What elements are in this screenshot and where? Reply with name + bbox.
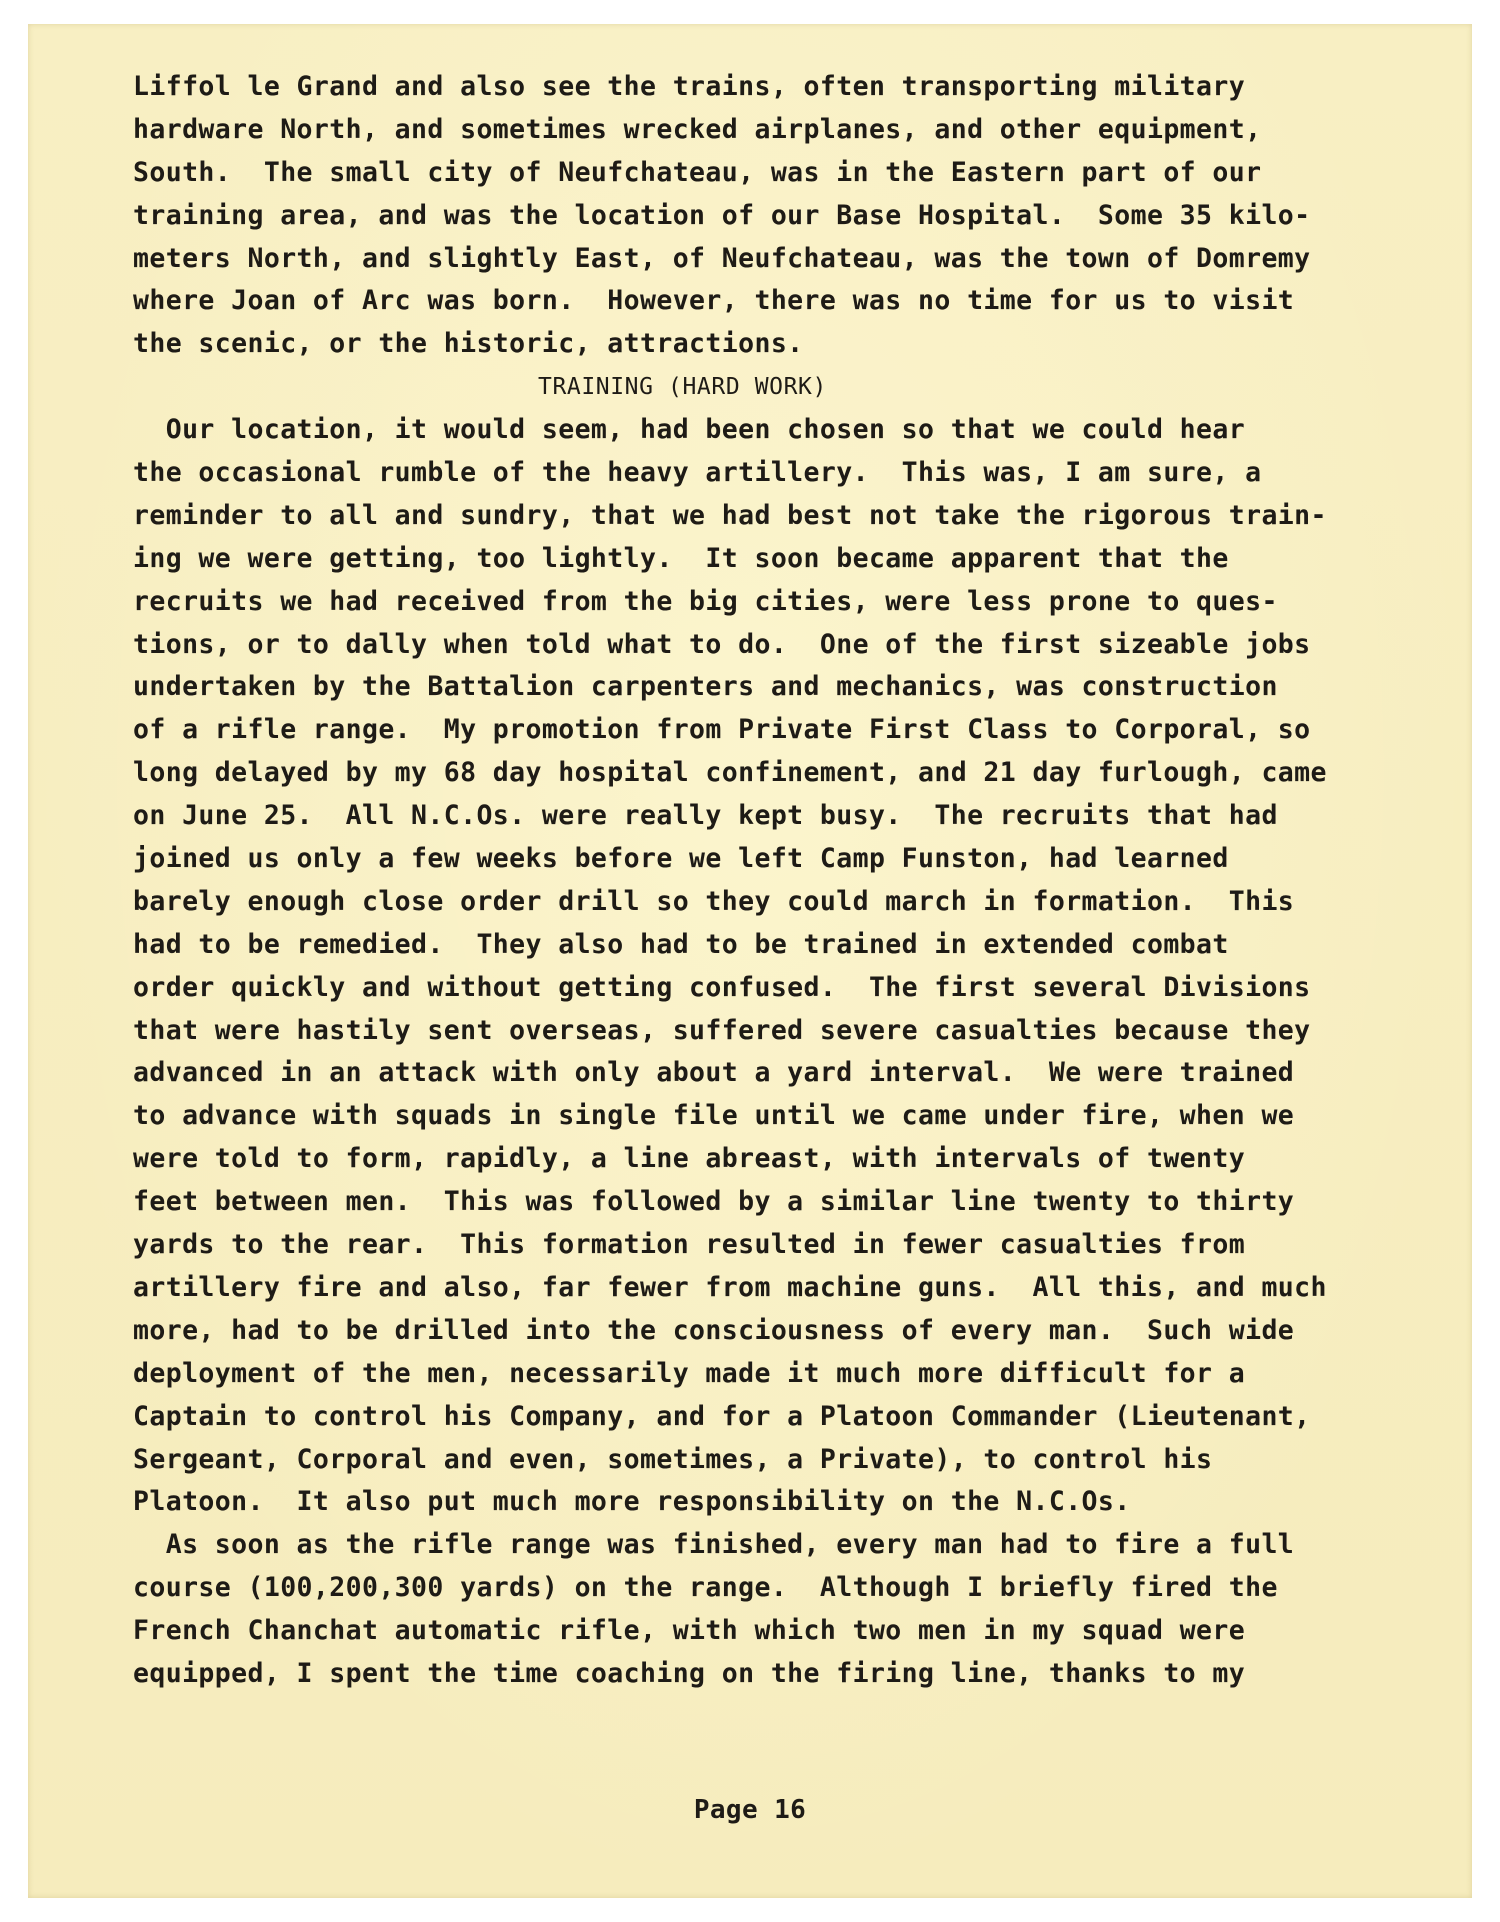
text-line: Our location, it would seem, had been chosen so that we could hear — [133, 414, 1246, 446]
text-line: ing we were getting, too lightly. It soon became apparent that the — [133, 542, 1229, 574]
text-line: hardware North, and sometimes wrecked airplanes, and other equipment, — [133, 113, 1262, 145]
text-line: more, had to be drilled into the consciousness of every man. Such wide — [133, 1314, 1295, 1346]
text-line: tions, or to dally when told what to do. One of the first sizeable jobs — [133, 628, 1311, 660]
text-line: had to be remedied. They also had to be trained in extended combat — [133, 928, 1229, 960]
text-line: meters North, and slightly East, of Neufchateau, was the town of Domremy — [133, 242, 1311, 274]
text-line: were told to form, rapidly, a line abreast, with intervals of twenty — [133, 1143, 1246, 1175]
text-line: recruits we had received from the big cities, were less prone to ques- — [133, 585, 1278, 617]
text-line: course (100,200,300 yards) on the range. Although I briefly fired the — [133, 1572, 1278, 1604]
text-line: of a rifle range. My promotion from Private First Class to Corporal, so — [133, 714, 1311, 746]
text-line: Liffol le Grand and also see the trains, often transporting military — [133, 71, 1246, 102]
text-line: artillery fire and also, far fewer from machine guns. All this, and much — [133, 1271, 1327, 1303]
text-line: advanced in an attack with only about a yard interval. We were trained — [133, 1057, 1295, 1089]
text-line: the occasional rumble of the heavy artillery. This was, I am sure, a — [133, 457, 1262, 489]
text-line: barely enough close order drill so they could march in formation. This — [133, 885, 1295, 917]
text-line: Captain to control his Company, and for a Platoon Commander (Lieutenant, — [133, 1400, 1311, 1432]
text-line: deployment of the men, necessarily made it much more difficult for a — [133, 1357, 1246, 1389]
text-line: feet between men. This was followed by a similar line twenty to thirty — [133, 1186, 1295, 1218]
text-line: that were hastily sent overseas, suffered severe casualties because they — [133, 1014, 1311, 1046]
text-line: joined us only a few weeks before we left Camp Funston, had learned — [133, 843, 1229, 875]
text-line: reminder to all and sundry, that we had best not take the rigorous train- — [133, 499, 1327, 531]
text-line: South. The small city of Neufchateau, was in the Eastern part of our — [133, 156, 1262, 188]
text-line: yards to the rear. This formation resulted in fewer casualties from — [133, 1229, 1246, 1261]
text-line: undertaken by the Battalion carpenters and mechanics, was construction — [133, 671, 1278, 703]
text-line: long delayed by my 68 day hospital confinement, and 21 day furlough, came — [133, 757, 1327, 789]
text-line: equipped, I spent the time coaching on the firing line, thanks to my — [133, 1657, 1246, 1689]
body-text — [133, 66, 1453, 1696]
text-line: on June 25. All N.C.Os. were really kept busy. The recruits that had — [133, 800, 1278, 832]
text-line: As soon as the rifle range was finished, every man had to fire a full — [133, 1529, 1295, 1561]
text-line: French Chanchat automatic rifle, with which two men in my squad were — [133, 1615, 1246, 1647]
text-line: training area, and was the location of our Base Hospital. Some 35 kilo- — [133, 199, 1311, 231]
text-line: the scenic, or the historic, attractions. — [133, 328, 804, 360]
page-number: Page 16 — [693, 1795, 807, 1825]
section-heading: TRAINING (HARD WORK) — [538, 374, 827, 401]
text-line: to advance with squads in single file until we came under fire, when we — [133, 1100, 1295, 1132]
text-line: Platoon. It also put much more responsibility on the N.C.Os. — [133, 1486, 1131, 1518]
text-line: Sergeant, Corporal and even, sometimes, a Private), to control his — [133, 1443, 1213, 1475]
text-line: where Joan of Arc was born. However, there was no time for us to visit — [133, 285, 1295, 317]
text-line: order quickly and without getting confused. The first several Divisions — [133, 971, 1311, 1003]
typewritten-page — [28, 24, 1472, 1898]
